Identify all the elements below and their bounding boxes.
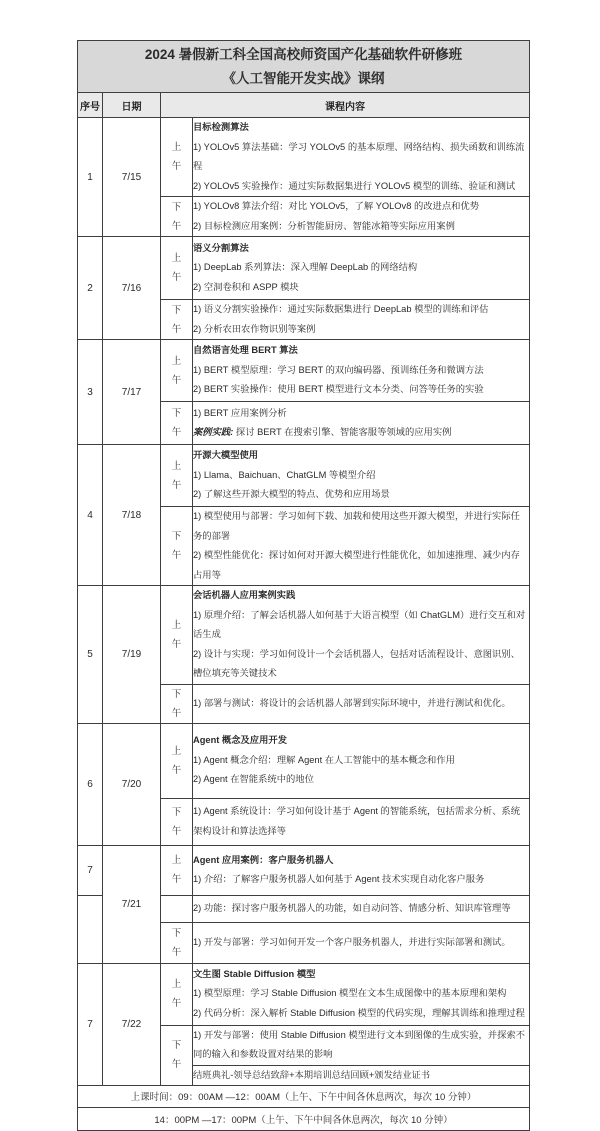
course-item: 2) 空洞卷积和 ASPP 模块 bbox=[193, 281, 299, 292]
course-content-am bbox=[193, 586, 530, 685]
course-content-am bbox=[193, 445, 530, 507]
row-number: 7 bbox=[78, 963, 103, 1085]
course-item: 1) 原理介绍：了解会话机器人如何基于大语言模型（如 ChatGLM）进行交互和对话生成 bbox=[193, 609, 526, 639]
session-label-empty bbox=[161, 895, 193, 922]
session-label-pm: 下午 bbox=[161, 197, 193, 237]
course-outline-table bbox=[77, 40, 530, 1131]
course-item: 1) YOLOv8 算法介绍：对比 YOLOv5，了解 YOLOv8 的改进点和优势 bbox=[193, 201, 480, 211]
course-title: 目标检测算法 bbox=[193, 122, 249, 132]
date-cell: 7/22 bbox=[103, 963, 161, 1085]
document-title-line2: 《人工智能开发实战》课纲 bbox=[222, 70, 385, 86]
row-number: 4 bbox=[78, 445, 103, 586]
date-cell: 7/18 bbox=[103, 445, 161, 586]
row-number-empty bbox=[78, 895, 103, 963]
session-label-am: 上午 bbox=[161, 445, 193, 507]
course-content-am bbox=[193, 963, 530, 1025]
case-practice-label: 案例实践: bbox=[193, 427, 234, 437]
course-item: 1) 部署与测试：将设计的会话机器人部署到实际环境中，并进行测试和优化。 bbox=[193, 697, 511, 708]
session-label-pm: 下午 bbox=[161, 507, 193, 586]
course-item: 1) 模型使用与部署：学习如何下载、加载和使用这些开源大模型，并进行实际任务的部署 bbox=[193, 511, 520, 541]
session-label-am: 上午 bbox=[161, 586, 193, 685]
session-label-pm: 下午 bbox=[161, 922, 193, 963]
course-item: 1) 语义分割实验操作：通过实际数据集进行 DeepLab 模型的训练和评估 bbox=[193, 304, 489, 314]
course-content-pm bbox=[193, 922, 530, 963]
session-label-pm: 下午 bbox=[161, 684, 193, 723]
row-number: 3 bbox=[78, 340, 103, 445]
session-label-am: 上午 bbox=[161, 963, 193, 1025]
course-item: 2) 设计与实现：学习如何设计一个会话机器人，包括对话流程设计、意图识别、槽位填充等关键技术 bbox=[193, 648, 520, 678]
course-item: 1) BERT 模型原理：学习 BERT 的双向编码器、预训练任务和微调方法 bbox=[193, 364, 484, 375]
date-cell: 7/16 bbox=[103, 237, 161, 340]
course-item: 2) YOLOv5 实验操作：通过实际数据集进行 YOLOv5 模型的训练、验证和测试 bbox=[193, 180, 516, 191]
course-content-am bbox=[193, 723, 530, 798]
course-title: 会话机器人应用案例实践 bbox=[193, 590, 296, 600]
course-content-pm bbox=[193, 402, 530, 445]
course-title: 开源大模型使用 bbox=[193, 450, 259, 461]
session-label-pm: 下午 bbox=[161, 1025, 193, 1085]
row-number: 6 bbox=[78, 723, 103, 845]
class-time-line1: 上课时间：09：00AM —12：00AM（上午、下午中间各休息两次，每次 10 分钟） bbox=[78, 1085, 530, 1107]
class-time-line2: 14：00PM —17：00PM（上午、下午中间各休息两次，每次 10 分钟） bbox=[78, 1107, 530, 1130]
course-title: Agent 概念及应用开发 bbox=[193, 735, 287, 746]
session-label-pm: 下午 bbox=[161, 402, 193, 445]
column-header-date: 日期 bbox=[103, 93, 161, 118]
course-item: 1) 开发与部署：学习如何开发一个客户服务机器人，并进行实际部署和测试。 bbox=[193, 936, 511, 947]
column-header-content: 课程内容 bbox=[161, 93, 530, 118]
course-item: 2) Agent 在智能系统中的地位 bbox=[193, 774, 314, 785]
row-number: 2 bbox=[78, 237, 103, 340]
course-title: 文生图 Stable Diffusion 模型 bbox=[193, 968, 316, 979]
date-cell: 7/17 bbox=[103, 340, 161, 445]
course-content-am bbox=[193, 118, 530, 197]
course-title: 语义分割算法 bbox=[193, 242, 249, 253]
course-item: 2) 模型性能优化：探讨如何对开源大模型进行性能优化，如加速推理、减少内存占用等 bbox=[193, 550, 520, 580]
course-item: 2) BERT 实验操作：使用 BERT 模型进行文本分类、问答等任务的实验 bbox=[193, 384, 484, 395]
course-content-am bbox=[193, 845, 530, 895]
course-item: 1) 介绍：了解客户服务机器人如何基于 Agent 技术实现自动化客户服务 bbox=[193, 874, 485, 884]
course-item: 2) 分析农田农作物识别等案例 bbox=[193, 323, 316, 334]
date-cell: 7/21 bbox=[103, 845, 161, 963]
row-number: 1 bbox=[78, 118, 103, 237]
column-header-index: 序号 bbox=[78, 93, 103, 118]
course-content-pm bbox=[193, 798, 530, 845]
course-content-pm bbox=[193, 684, 530, 723]
document-title-line1: 2024 暑假新工科全国高校师资国产化基础软件研修班 bbox=[144, 46, 463, 62]
course-content-mid bbox=[193, 895, 530, 922]
course-item: 2) 目标检测应用案例：分析智能厨房、智能冰箱等实际应用案例 bbox=[193, 220, 455, 231]
course-title: 自然语言处理 BERT 算法 bbox=[193, 345, 298, 356]
course-item: 1) 模型原理：学习 Stable Diffusion 模型在文本生成图像中的基本原理和架构 bbox=[193, 988, 507, 999]
course-case-line bbox=[193, 423, 529, 443]
course-content-am bbox=[193, 237, 530, 300]
row-number: 5 bbox=[78, 586, 103, 724]
course-item: 2) 代码分析：深入解析 Stable Diffusion 模型的代码实现，理解其训练和推理过程 bbox=[193, 1007, 525, 1018]
course-content-am bbox=[193, 340, 530, 402]
course-item: 2) 了解这些开源大模型的特点、优势和应用场景 bbox=[193, 489, 390, 500]
course-item: 1) DeepLab 系列算法：深入理解 DeepLab 的网络结构 bbox=[193, 262, 418, 273]
session-label-am: 上午 bbox=[161, 723, 193, 798]
course-item: 1) YOLOv5 算法基础：学习 YOLOv5 的基本原理、网络结构、损失函数和训练流程 bbox=[193, 141, 525, 171]
session-label-am: 上午 bbox=[161, 845, 193, 895]
row-number: 7 bbox=[78, 845, 103, 895]
date-cell: 7/20 bbox=[103, 723, 161, 845]
date-cell: 7/19 bbox=[103, 586, 161, 724]
session-label-am: 上午 bbox=[161, 237, 193, 300]
course-content-pm bbox=[193, 1025, 530, 1065]
course-item: 1) BERT 应用案例分析 bbox=[193, 407, 287, 418]
course-content-pm bbox=[193, 300, 530, 340]
course-item: 1) 开发与部署：使用 Stable Diffusion 模型进行文本到图像的生成实验，并探索不同的输入和参数设置对结果的影响 bbox=[193, 1029, 525, 1059]
closing-ceremony: 结班典礼-领导总结致辞+本期培训总结回顾+颁发结业证书 bbox=[193, 1065, 530, 1085]
document-title-cell bbox=[78, 41, 530, 93]
course-item: 1) Agent 系统设计：学习如何设计基于 Agent 的智能系统，包括需求分析、系统架构设计和算法选择等 bbox=[193, 806, 520, 836]
course-item: 1) Agent 概念介绍：理解 Agent 在人工智能中的基本概念和作用 bbox=[193, 754, 455, 765]
session-label-am: 上午 bbox=[161, 340, 193, 402]
date-cell: 7/15 bbox=[103, 118, 161, 237]
course-title: Agent 应用案例：客户服务机器人 bbox=[193, 854, 334, 865]
course-item: 1) Llama、Baichuan、ChatGLM 等模型介绍 bbox=[193, 469, 376, 480]
course-content-pm bbox=[193, 507, 530, 586]
session-label-pm: 下午 bbox=[161, 798, 193, 845]
case-practice-text: 探讨 BERT 在搜索引擎、智能客服等领域的应用实例 bbox=[235, 427, 452, 437]
course-item: 2) 功能：探讨客户服务机器人的功能，如自动问答、情感分析、知识库管理等 bbox=[193, 902, 511, 913]
course-content-pm bbox=[193, 197, 530, 237]
session-label-pm: 下午 bbox=[161, 300, 193, 340]
session-label-am: 上午 bbox=[161, 118, 193, 197]
